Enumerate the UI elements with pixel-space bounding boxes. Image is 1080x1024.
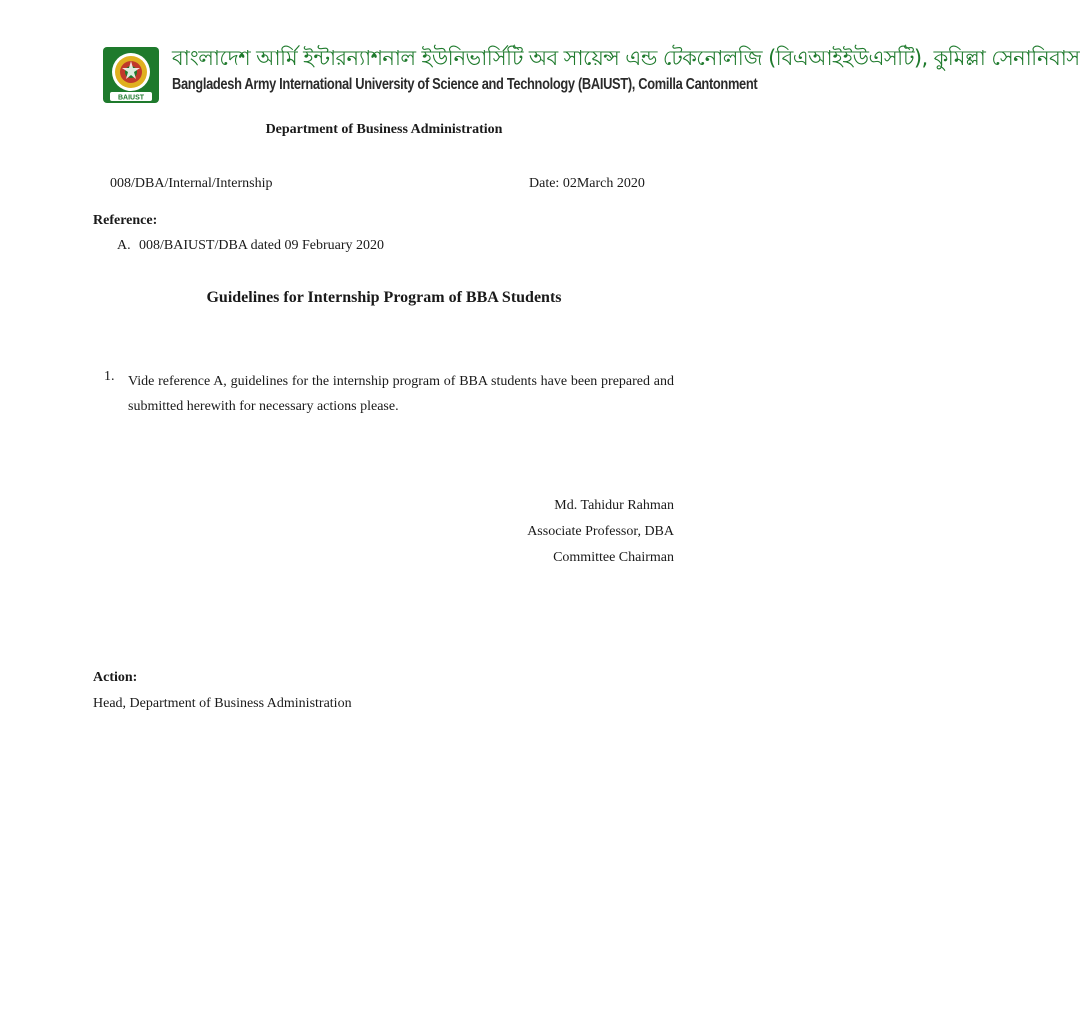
signatory-designation: Associate Professor, DBA bbox=[527, 524, 674, 539]
reference-label: Reference: bbox=[93, 213, 158, 228]
reference-item-text: 008/BAIUST/DBA dated 09 February 2020 bbox=[139, 238, 384, 253]
document-title: Guidelines for Internship Program of BBA Students bbox=[206, 289, 562, 306]
signature-block bbox=[527, 493, 674, 571]
department-heading: Department of Business Administration bbox=[265, 122, 503, 137]
logo-text: BAIUST bbox=[117, 94, 145, 102]
action-label: Action: bbox=[93, 670, 138, 685]
reference-item-marker: A. bbox=[117, 238, 131, 253]
reference-number: 008/DBA/Internal/Internship bbox=[110, 176, 273, 191]
action-recipient: Head, Department of Business Administration bbox=[93, 696, 352, 711]
reference-item bbox=[117, 238, 384, 254]
university-name-bangla: বাংলাদেশ আর্মি ইন্টারন্যাশনাল ইউনিভার্সিটি অব সায়েন্স এন্ড টেকনোলজি (বিএআইইউএসটি), কুমিল্লা সেনানিবাস bbox=[172, 46, 1080, 70]
signatory-name: Md. Tahidur Rahman bbox=[554, 498, 674, 513]
university-name-english: Bangladesh Army International University of Science and Technology (BAIUST), Comilla Cantonment bbox=[172, 76, 758, 93]
paragraph-text: Vide reference A, guidelines for the internship program of BBA students have been prepared and submitted herewith for necessary actions please. bbox=[128, 374, 674, 414]
letterhead bbox=[100, 40, 1080, 106]
letter-date: Date: 02March 2020 bbox=[529, 176, 645, 191]
signatory-role: Committee Chairman bbox=[553, 550, 674, 565]
paragraph-number: 1. bbox=[104, 369, 115, 384]
university-logo bbox=[100, 44, 162, 106]
